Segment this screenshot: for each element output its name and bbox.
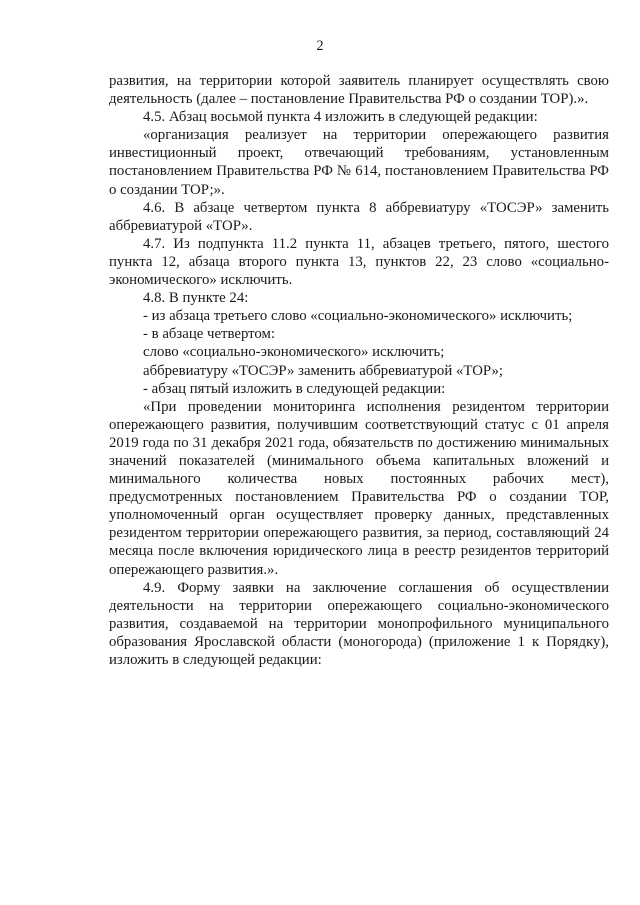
paragraph-continuation: развития, на территории которой заявитель планирует осуществлять свою деятельность (далее – постановление Правительства РФ о создании ТОР).». [109,73,609,108]
paragraph-4-9: 4.9. Форму заявки на заключение соглашения об осуществлении деятельности на территории опережающего социально-экономического развития, создаваемой на территории монопрофильного муниципального образования Ярославской области (моногорода) (приложение 1 к Порядку), изложить в следующей редакции: [109,579,609,668]
paragraph-4-5: 4.5. Абзац восьмой пункта 4 изложить в следующей редакции: [143,109,538,126]
paragraph-4-8: 4.8. В пункте 24: [143,290,249,307]
paragraph-4-8-quote: «При проведении мониторинга исполнения резидентом территории опережающего развития, получившим соответствующий статус с 01 апреля 2019 года по 31 декабря 2021 года, обязательств по достижению минимальных значений показателей (минимального объема капитальных вложений и минимального количества новых постоянных рабочих мест), предусмотренных постановлением Правительства РФ о создании ТОР, уполномоченный орган осуществляет проверку данных, представленных резидентом территории опережающего развития, за период, составляющий 24 месяца после включения юридического лица в реестр резидентов территорий опережающего развития.». [109,398,609,578]
paragraph-4-6: 4.6. В абзаце четвертом пункта 8 аббревиатуру «ТОСЭР» заменить аббревиатурой «ТОР». [109,199,609,234]
paragraph-4-8-item-2-a: слово «социально-экономического» исключить; [143,344,445,361]
paragraph-4-8-item-1: - из абзаца третьего слово «социально-экономического» исключить; [143,308,573,325]
paragraph-4-5-quote: «организация реализует на территории опережающего развития инвестиционный проект, отвечающий требованиям, установленным постановлением Правительства РФ № 614, постановлением Правительства РФ о создании ТОР;». [109,127,609,198]
page-number: 2 [316,38,324,54]
paragraph-4-8-item-2: - в абзаце четвертом: [143,326,276,343]
paragraph-4-7: 4.7. Из подпункта 11.2 пункта 11, абзацев третьего, пятого, шестого пункта 12, абзаца второго пункта 13, пунктов 22, 23 слово «социально-экономического» исключить. [109,235,609,289]
paragraph-4-8-item-2-b: аббревиатуру «ТОСЭР» заменить аббревиатурой «ТОР»; [143,362,503,379]
paragraph-4-8-item-3: - абзац пятый изложить в следующей редакции: [143,380,446,397]
document-body [109,72,609,669]
